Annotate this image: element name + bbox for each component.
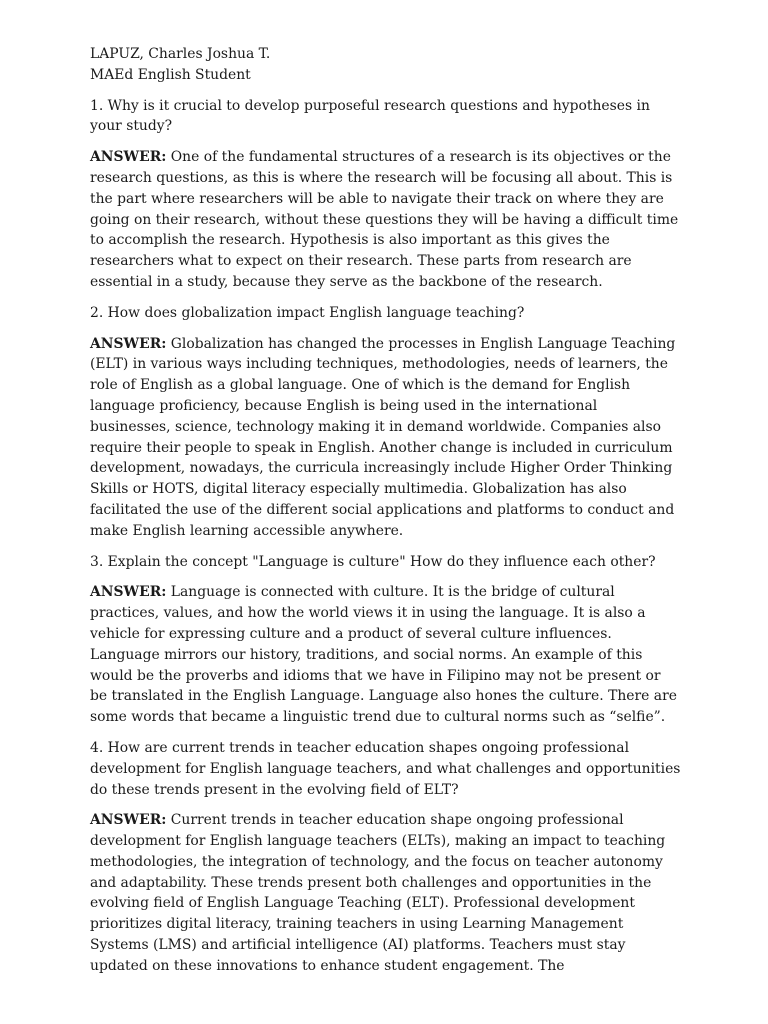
answer-text: One of the fundamental structures of a research is its objectives or the research questions, as this is where the research will be focusing all about. This is the part where researchers will be able to navigate their track on where they are going on their research, without these questions they will be having a difficult time to accomplish the research. Hypothesis is also important as this gives the researchers what to expect on their research. These parts from research are essential in a study, because they serve as the backbone of the research. xyxy=(90,149,679,290)
answer-label: ANSWER: xyxy=(90,149,167,166)
question-1: 1. Why is it crucial to develop purposeful research questions and hypotheses in your study? xyxy=(90,97,650,135)
document-page xyxy=(90,44,682,987)
answer-3 xyxy=(90,582,682,728)
answer-2 xyxy=(90,334,682,542)
answer-4 xyxy=(90,810,682,976)
answer-label: ANSWER: xyxy=(90,812,167,829)
answer-text: Language is connected with culture. It is the bridge of cultural practices, values, and how the world views it in using the language. It is also a vehicle for expressing culture and a product of several culture influences. Language mirrors our history, traditions, and social norms. An example of this would be the proverbs and idioms that we have in Filipino may not be present or be translated in the English Language. Language also hones the culture. There are some words that became a linguistic trend due to cultural norms such as “selfie”. xyxy=(90,584,677,726)
question-3: 3. Explain the concept "Language is culture" How do they influence each other? xyxy=(90,553,656,570)
answer-label: ANSWER: xyxy=(90,335,167,352)
student-role: MAEd English Student xyxy=(90,66,251,83)
answer-text: Globalization has changed the processes in English Language Teaching (ELT) in various ways including techniques, methodologies, needs of learners, the role of English as a global language. One of which is the demand for English language proficiency, because English is being used in the international businesses, science, technology making it in demand worldwide. Companies also require their people to speak in English. Another change is included in curriculum development, nowadays, the curricula increasingly include Higher Order Thinking Skills or HOTS, digital literacy especially multimedia. Globalization has also facilitated the use of the different social applications and platforms to conduct and make English learning accessible anywhere. xyxy=(90,335,676,539)
student-name: LAPUZ, Charles Joshua T. xyxy=(90,46,271,62)
answer-text: Current trends in teacher education shape ongoing professional development for English language teachers (ELTs), making an impact to teaching methodologies, the integration of technology, and the focus on teacher autonomy and adaptability. These trends present both challenges and opportunities in the evolving field of English Language Teaching (ELT). Professional development prioritizes digital literacy, training teachers in using Learning Management Systems (LMS) and artificial intelligence (AI) platforms. Teachers must stay updated on these innovations to enhance student engagement. The xyxy=(90,812,666,974)
question-4: 4. How are current trends in teacher education shapes ongoing professional development for English language teachers, and what challenges and opportunities do these trends present in the evolving field of ELT? xyxy=(90,739,681,798)
question-2: 2. How does globalization impact English language teaching? xyxy=(90,304,525,321)
document-header xyxy=(90,44,682,86)
answer-label: ANSWER: xyxy=(90,584,167,601)
answer-1 xyxy=(90,147,682,293)
